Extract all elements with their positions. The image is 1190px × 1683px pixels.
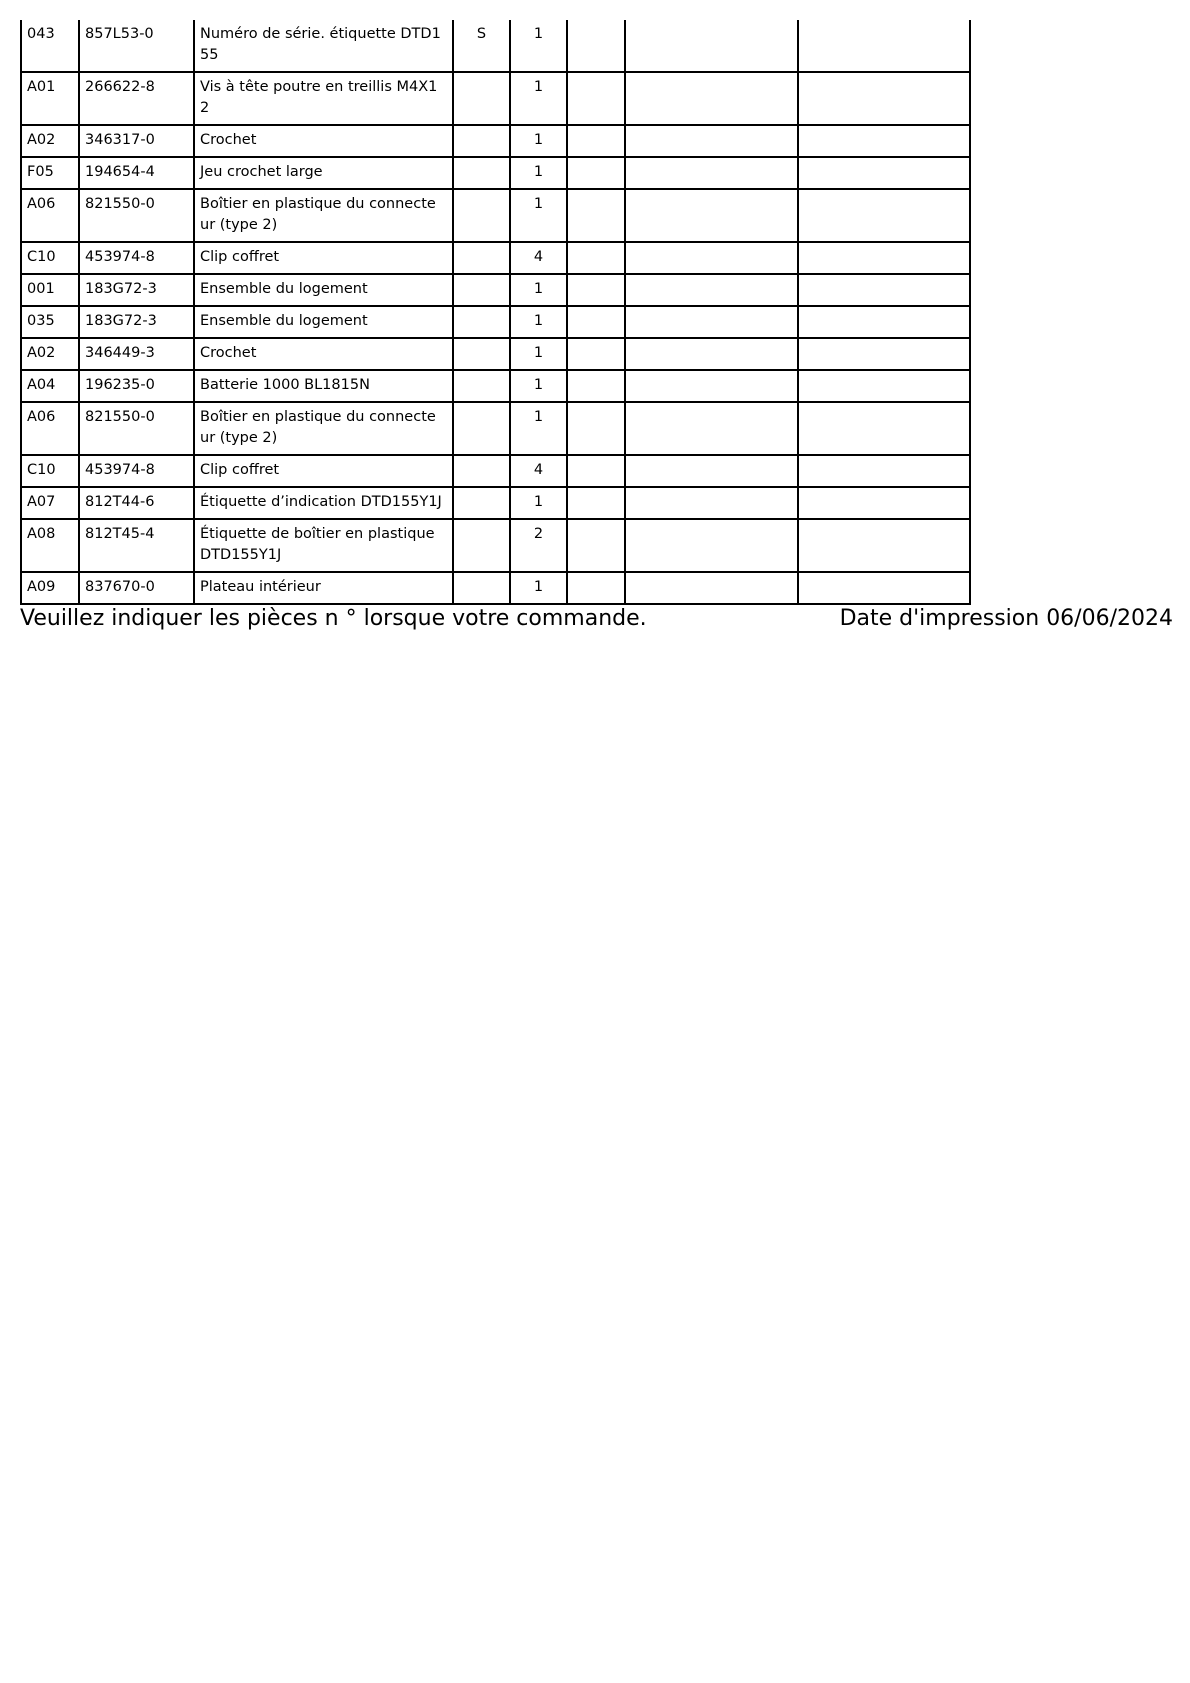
ref-cell: C10 — [21, 242, 79, 274]
ref-cell: A08 — [21, 519, 79, 572]
description-cell: Clip coffret — [194, 242, 453, 274]
ref-cell: A06 — [21, 189, 79, 242]
empty-cell — [567, 242, 625, 274]
empty-cell — [798, 157, 970, 189]
quantity-cell: 1 — [510, 370, 567, 402]
empty-cell — [567, 72, 625, 125]
part-number-cell: 194654-4 — [79, 157, 194, 189]
parts-table-body — [21, 20, 970, 604]
quantity-cell: 1 — [510, 338, 567, 370]
description-cell: Vis à tête poutre en treillis M4X1 2 — [194, 72, 453, 125]
quantity-cell: 1 — [510, 72, 567, 125]
empty-cell — [567, 338, 625, 370]
ref-cell: A04 — [21, 370, 79, 402]
note-cell — [453, 125, 510, 157]
empty-cell — [798, 72, 970, 125]
table-row — [21, 125, 970, 157]
note-cell — [453, 338, 510, 370]
empty-cell — [567, 519, 625, 572]
empty-cell — [798, 274, 970, 306]
empty-cell — [625, 20, 798, 72]
ref-cell: A06 — [21, 402, 79, 455]
empty-cell — [567, 20, 625, 72]
note-cell — [453, 242, 510, 274]
ref-cell: 001 — [21, 274, 79, 306]
ref-cell: A02 — [21, 338, 79, 370]
empty-cell — [798, 125, 970, 157]
part-number-cell: 857L53-0 — [79, 20, 194, 72]
part-number-cell: 812T44-6 — [79, 487, 194, 519]
empty-cell — [567, 306, 625, 338]
part-number-cell: 453974-8 — [79, 242, 194, 274]
ref-cell: F05 — [21, 157, 79, 189]
note-cell — [453, 370, 510, 402]
empty-cell — [567, 189, 625, 242]
part-number-cell: 196235-0 — [79, 370, 194, 402]
empty-cell — [798, 242, 970, 274]
part-number-cell: 266622-8 — [79, 72, 194, 125]
note-cell — [453, 487, 510, 519]
empty-cell — [625, 572, 798, 604]
empty-cell — [625, 157, 798, 189]
ref-cell: A01 — [21, 72, 79, 125]
empty-cell — [798, 455, 970, 487]
quantity-cell: 2 — [510, 519, 567, 572]
quantity-cell: 1 — [510, 274, 567, 306]
empty-cell — [625, 306, 798, 338]
table-row — [21, 306, 970, 338]
description-cell: Boîtier en plastique du connecte ur (type 2) — [194, 402, 453, 455]
note-cell — [453, 274, 510, 306]
description-cell: Crochet — [194, 125, 453, 157]
note-cell — [453, 157, 510, 189]
empty-cell — [567, 157, 625, 189]
quantity-cell: 1 — [510, 125, 567, 157]
note-cell — [453, 455, 510, 487]
part-number-cell: 837670-0 — [79, 572, 194, 604]
empty-cell — [625, 72, 798, 125]
empty-cell — [798, 306, 970, 338]
note-cell — [453, 72, 510, 125]
part-number-cell: 183G72-3 — [79, 274, 194, 306]
description-cell: Étiquette de boîtier en plastique DTD155Y1J — [194, 519, 453, 572]
table-row — [21, 242, 970, 274]
ref-cell: 035 — [21, 306, 79, 338]
table-row — [21, 189, 970, 242]
empty-cell — [567, 125, 625, 157]
description-cell: Plateau intérieur — [194, 572, 453, 604]
empty-cell — [798, 189, 970, 242]
table-row — [21, 338, 970, 370]
empty-cell — [625, 487, 798, 519]
table-row — [21, 402, 970, 455]
description-cell: Jeu crochet large — [194, 157, 453, 189]
empty-cell — [567, 572, 625, 604]
empty-cell — [798, 402, 970, 455]
empty-cell — [625, 455, 798, 487]
note-cell — [453, 189, 510, 242]
order-instruction-note: Veuillez indiquer les pièces n ° lorsque votre commande. — [20, 606, 647, 631]
ref-cell: A02 — [21, 125, 79, 157]
empty-cell — [798, 519, 970, 572]
part-number-cell: 453974-8 — [79, 455, 194, 487]
description-cell: Clip coffret — [194, 455, 453, 487]
description-cell: Batterie 1000 BL1815N — [194, 370, 453, 402]
note-cell — [453, 519, 510, 572]
description-cell: Ensemble du logement — [194, 306, 453, 338]
description-cell: Boîtier en plastique du connecte ur (type 2) — [194, 189, 453, 242]
table-row — [21, 572, 970, 604]
ref-cell: A07 — [21, 487, 79, 519]
part-number-cell: 821550-0 — [79, 402, 194, 455]
table-row — [21, 487, 970, 519]
parts-table — [20, 20, 971, 605]
ref-cell: C10 — [21, 455, 79, 487]
ref-cell: A09 — [21, 572, 79, 604]
note-cell: S — [453, 20, 510, 72]
empty-cell — [798, 572, 970, 604]
part-number-cell: 812T45-4 — [79, 519, 194, 572]
description-cell: Crochet — [194, 338, 453, 370]
part-number-cell: 821550-0 — [79, 189, 194, 242]
empty-cell — [798, 338, 970, 370]
part-number-cell: 346449-3 — [79, 338, 194, 370]
quantity-cell: 1 — [510, 189, 567, 242]
empty-cell — [625, 402, 798, 455]
description-cell: Ensemble du logement — [194, 274, 453, 306]
quantity-cell: 1 — [510, 157, 567, 189]
description-cell: Étiquette d’indication DTD155Y1J — [194, 487, 453, 519]
empty-cell — [798, 20, 970, 72]
empty-cell — [625, 519, 798, 572]
quantity-cell: 1 — [510, 487, 567, 519]
quantity-cell: 1 — [510, 402, 567, 455]
table-row — [21, 455, 970, 487]
table-row — [21, 157, 970, 189]
quantity-cell: 4 — [510, 242, 567, 274]
empty-cell — [567, 274, 625, 306]
note-cell — [453, 572, 510, 604]
empty-cell — [625, 125, 798, 157]
empty-cell — [625, 189, 798, 242]
quantity-cell: 1 — [510, 572, 567, 604]
table-row — [21, 519, 970, 572]
table-row — [21, 370, 970, 402]
empty-cell — [625, 338, 798, 370]
quantity-cell: 1 — [510, 306, 567, 338]
part-number-cell: 183G72-3 — [79, 306, 194, 338]
description-cell: Numéro de série. étiquette DTD1 55 — [194, 20, 453, 72]
quantity-cell: 4 — [510, 455, 567, 487]
quantity-cell: 1 — [510, 20, 567, 72]
empty-cell — [625, 370, 798, 402]
print-date: Date d'impression 06/06/2024 — [839, 606, 1173, 631]
empty-cell — [567, 487, 625, 519]
table-row — [21, 274, 970, 306]
empty-cell — [567, 370, 625, 402]
empty-cell — [625, 274, 798, 306]
part-number-cell: 346317-0 — [79, 125, 194, 157]
empty-cell — [798, 370, 970, 402]
empty-cell — [567, 455, 625, 487]
table-row — [21, 20, 970, 72]
empty-cell — [625, 242, 798, 274]
empty-cell — [798, 487, 970, 519]
empty-cell — [567, 402, 625, 455]
table-row — [21, 72, 970, 125]
note-cell — [453, 402, 510, 455]
note-cell — [453, 306, 510, 338]
ref-cell: 043 — [21, 20, 79, 72]
